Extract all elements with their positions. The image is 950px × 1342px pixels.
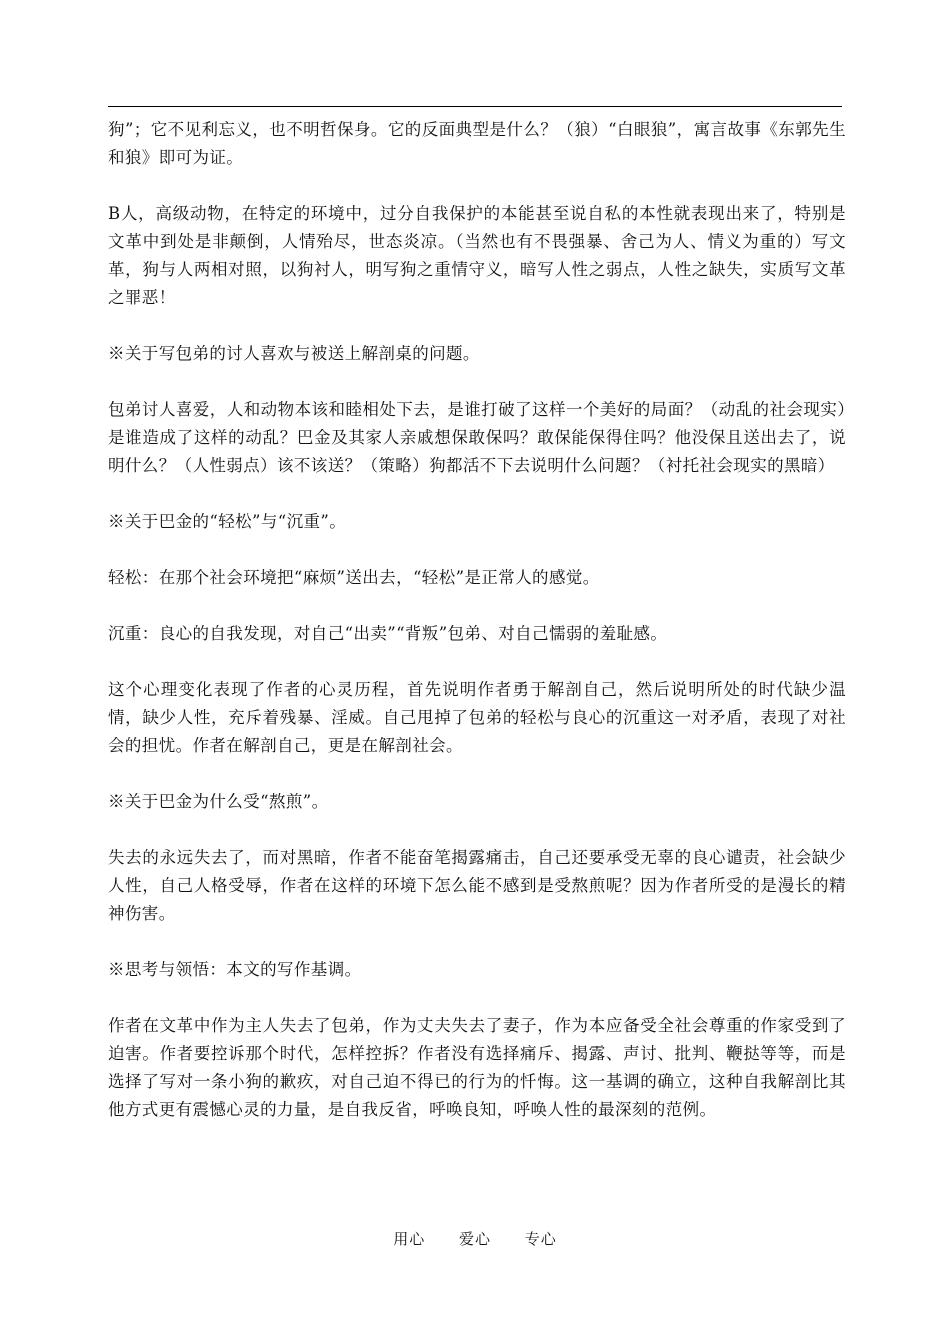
paragraph-4: 包弟讨人喜爱，人和动物本该和睦相处下去，是谁打破了这样一个美好的局面？（动乱的社会现实）是谁造成了这样的动乱？巴金及其家人亲戚想保敢保吗？敢保能保得住吗？他没保且送出去了，说明什么？（人性弱点）该不该送？（策略）狗都活不下去说明什么问题？（衬托社会现实的黑暗）: [108, 400, 846, 475]
header-rule: [108, 106, 842, 107]
paragraph-2: B人，高级动物，在特定的环境中，过分自我保护的本能甚至说自私的本性就表现出来了，特别是文革中到处是非颠倒，人情殆尽，世态炎凉。（当然也有不畏强暴、舍己为人、情义为重的）写文革，狗与人两相对照，以狗衬人，明写狗之重情守义，暗写人性之弱点，人性之缺失，实质写文革之罪恶！: [108, 204, 846, 307]
paragraph-1: 狗”；它不见利忘义，也不明哲保身。它的反面典型是什么？（狼）“白眼狼”，寓言故事《东郭先生和狼》即可为证。: [108, 120, 846, 167]
paragraph-12: 作者在文革中作为主人失去了包弟，作为丈夫失去了妻子，作为本应备受全社会尊重的作家受到了迫害。作者要控诉那个时代，怎样控拆？作者没有选择痛斥、揭露、声讨、批判、鞭挞等等，而是选择了写对一条小狗的歉疚，对自己迫不得已的行为的忏悔。这一基调的确立，这种自我解剖比其他方式更有震憾心灵的力量，是自我反省，呼唤良知，呼唤人性的最深刻的范例。: [108, 1016, 846, 1119]
paragraph-6: 轻松：在那个社会环境把“麻烦”送出去，“轻松”是正常人的感觉。: [108, 568, 600, 587]
page-footer: [0, 1228, 950, 1249]
footer-item-1: 用心: [393, 1230, 426, 1248]
paragraph-5: ※关于巴金的“轻松”与“沉重”。: [108, 512, 347, 531]
paragraph-11: ※思考与领悟：本文的写作基调。: [108, 960, 362, 979]
paragraph-7: 沉重：良心的自我发现，对自己“出卖”“背叛”包弟、对自己懦弱的羞耻感。: [108, 624, 668, 643]
paragraph-3: ※关于写包弟的讨人喜欢与被送上解剖桌的问题。: [108, 344, 480, 363]
paragraph-9: ※关于巴金为什么受“熬煎”。: [108, 792, 329, 811]
paragraph-8: 这个心理变化表现了作者的心灵历程，首先说明作者勇于解剖自己，然后说明所处的时代缺少温情，缺少人性，充斥着残暴、淫威。自己甩掉了包弟的轻松与良心的沉重这一对矛盾，表现了对社会的担忧。作者在解剖自己，更是在解剖社会。: [108, 680, 846, 755]
footer-item-3: 专心: [524, 1230, 557, 1248]
footer-item-2: 爱心: [458, 1230, 491, 1248]
paragraph-10: 失去的永远失去了，而对黑暗，作者不能奋笔揭露痛击，自己还要承受无辜的良心谴责，社会缺少人性，自己人格受辱，作者在这样的环境下怎么能不感到是受熬煎呢？因为作者所受的是漫长的精神伤害。: [108, 848, 846, 923]
document-body: [108, 116, 846, 1152]
